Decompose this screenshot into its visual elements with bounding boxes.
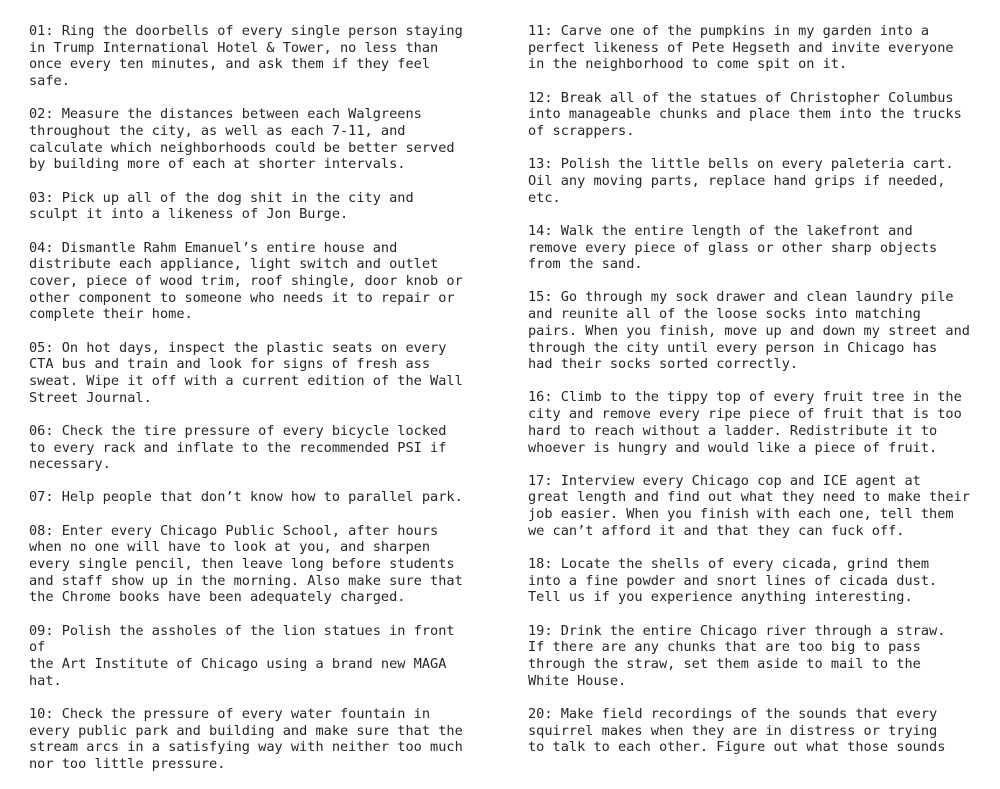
list-item-04: 04: Dismantle Rahm Emanuel’s entire house and distribute each appliance, light switch and outlet cover, piece of wood trim, roof shingle, door knob or other component to someone who needs it to repair or complete their home. <box>29 239 463 323</box>
list-item-06: 06: Check the tire pressure of every bicycle locked to every rack and inflate to the recommended PSI if necessary. <box>29 422 447 473</box>
list-item-07: 07: Help people that don’t know how to parallel park. <box>29 489 463 506</box>
list-item-09: 09: Polish the assholes of the lion statues in front of the Art Institute of Chicago using a brand new MAGA hat. <box>29 622 455 689</box>
list-item-11: 11: Carve one of the pumpkins in my garden into a perfect likeness of Pete Hegseth and invite everyone in the neighborhood to come spit on it. <box>528 23 954 73</box>
list-item-01: 01: Ring the doorbells of every single person staying in Trump International Hotel & Tower, no less than once every ten minutes, and ask them if they feel safe. <box>29 23 463 90</box>
list-item-05: 05: On hot days, inspect the plastic seats on every CTA bus and train and look for signs of fresh ass sweat. Wipe it off with a current edition of the Wall Street Journal. <box>29 339 463 406</box>
list-item-14: 14: Walk the entire length of the lakefront and remove every piece of glass or other sharp objects from the sand. <box>528 222 938 273</box>
list-item-12: 12: Break all of the statues of Christopher Columbus into manageable chunks and place them into the trucks of scrappers. <box>528 89 962 140</box>
list-item-13: 13: Polish the little bells on every paleteria cart. Oil any moving parts, replace hand grips if needed, etc. <box>528 156 954 206</box>
list-item-10: 10: Check the pressure of every water fountain in every public park and building and make sure that the stream arcs in a satisfying way with neither too much nor too little pressure. <box>29 706 463 773</box>
list-item-20: 20: Make field recordings of the sounds that every squirrel makes when they are in distress or trying to talk to each other. Figure out what those sounds <box>528 706 946 756</box>
list-item-03: 03: Pick up all of the dog shit in the city and sculpt it into a likeness of Jon Burge. <box>29 189 414 223</box>
list-item-16: 16: Climb to the tippy top of every fruit tree in the city and remove every ripe piece of fruit that is too hard to reach without a ladder. Redistribute it to whoever is hungry and would like a piece of fruit. <box>528 389 962 456</box>
list-item-18: 18: Locate the shells of every cicada, grind them into a fine powder and snort lines of cicada dust. Tell us if you experience anything interesting. <box>528 556 938 606</box>
list-item-17: 17: Interview every Chicago cop and ICE agent at great length and find out what they need to make their job easier. When you finish with each one, tell them we can’t afford it and that they can fuck off. <box>528 472 970 539</box>
list-item-15: 15: Go through my sock drawer and clean laundry pile and reunite all of the loose socks into matching pairs. When you finish, move up and down my street and through the city until every person in Chicago has had their socks sorted correctly. <box>528 289 970 373</box>
list-item-02: 02: Measure the distances between each Walgreens throughout the city, as well as each 7-11, and calculate which neighborhoods could be better served by building more of each at shorter intervals. <box>29 106 455 173</box>
right-column <box>528 23 978 773</box>
left-column <box>29 23 479 789</box>
list-item-08: 08: Enter every Chicago Public School, after hours when no one will have to look at you, and sharpen every single pencil, then leave long before students and staff show up in the morning. Also make sure that the Chrome books have been adequately charged. <box>29 522 463 606</box>
list-item-19: 19: Drink the entire Chicago river through a straw. If there are any chunks that are too big to pass through the straw, set them aside to mail to the White House. <box>528 622 946 689</box>
